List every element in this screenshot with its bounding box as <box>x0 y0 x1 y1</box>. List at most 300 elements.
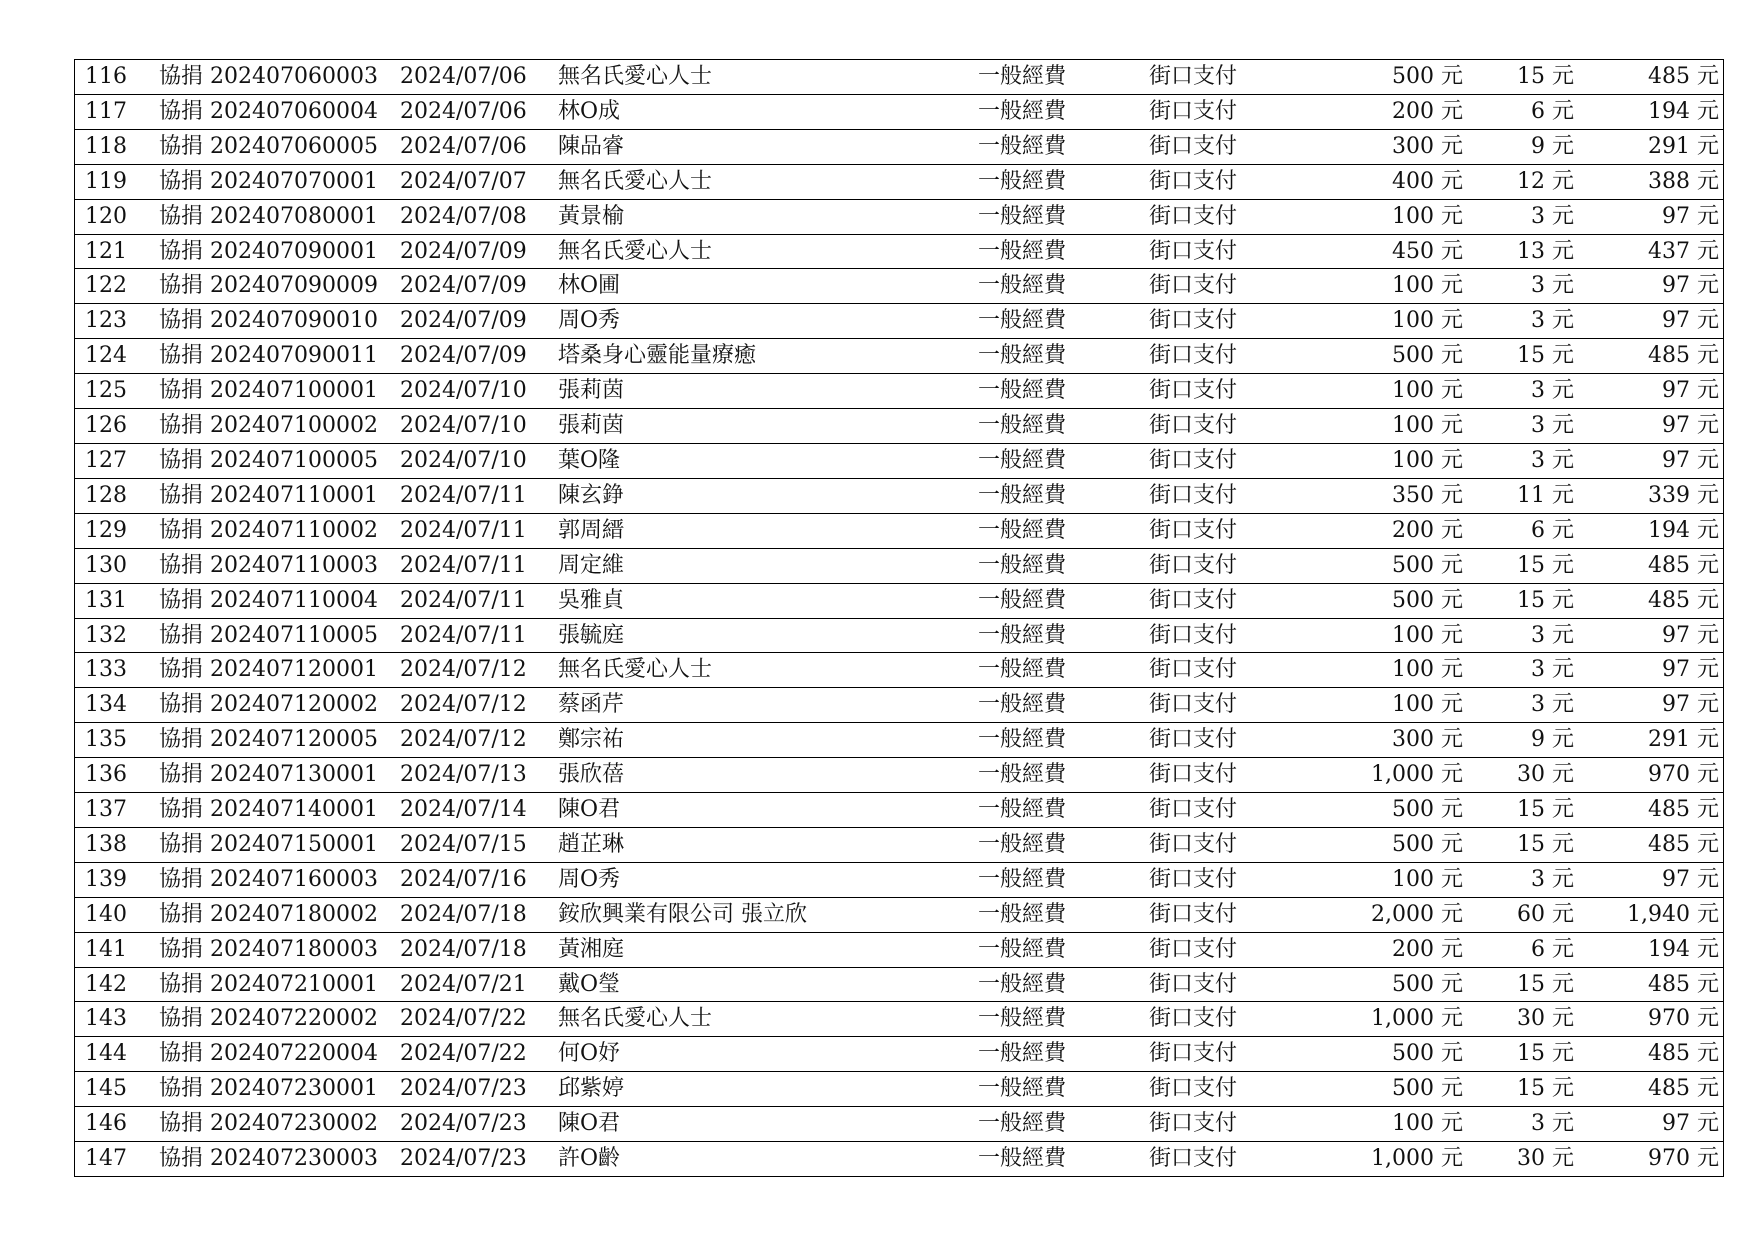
donor-name: 無名氏愛心人士 <box>558 60 978 95</box>
net-amount: 485 元 <box>1581 583 1724 618</box>
handling-fee: 15 元 <box>1470 60 1581 95</box>
donor-name: 陳O君 <box>558 1107 978 1142</box>
donation-date: 2024/07/15 <box>400 827 558 862</box>
receipt-number: 協捐 202407110002 <box>159 513 400 548</box>
donor-name: 陳玄錚 <box>558 478 978 513</box>
donation-date: 2024/07/11 <box>400 583 558 618</box>
donation-date: 2024/07/06 <box>400 129 558 164</box>
donation-amount: 100 元 <box>1329 374 1470 409</box>
fund-category: 一般經費 <box>978 688 1149 723</box>
row-number: 141 <box>75 932 160 967</box>
row-number: 118 <box>75 129 160 164</box>
handling-fee: 9 元 <box>1470 723 1581 758</box>
fund-category: 一般經費 <box>978 304 1149 339</box>
payment-method: 街口支付 <box>1149 513 1329 548</box>
payment-method: 街口支付 <box>1149 1037 1329 1072</box>
row-number: 127 <box>75 443 160 478</box>
donation-date: 2024/07/09 <box>400 234 558 269</box>
payment-method: 街口支付 <box>1149 932 1329 967</box>
payment-method: 街口支付 <box>1149 234 1329 269</box>
donor-name: 趙芷琳 <box>558 827 978 862</box>
table-row <box>75 618 1724 653</box>
receipt-number: 協捐 202407220002 <box>159 1002 400 1037</box>
handling-fee: 3 元 <box>1470 409 1581 444</box>
handling-fee: 3 元 <box>1470 862 1581 897</box>
donation-amount: 1,000 元 <box>1329 758 1470 793</box>
donation-date: 2024/07/09 <box>400 269 558 304</box>
donor-name: 何O妤 <box>558 1037 978 1072</box>
fund-category: 一般經費 <box>978 583 1149 618</box>
net-amount: 194 元 <box>1581 932 1724 967</box>
handling-fee: 6 元 <box>1470 94 1581 129</box>
donation-amount: 500 元 <box>1329 583 1470 618</box>
receipt-number: 協捐 202407080001 <box>159 199 400 234</box>
handling-fee: 30 元 <box>1470 758 1581 793</box>
donation-date: 2024/07/23 <box>400 1107 558 1142</box>
donation-date: 2024/07/22 <box>400 1002 558 1037</box>
row-number: 131 <box>75 583 160 618</box>
net-amount: 485 元 <box>1581 1072 1724 1107</box>
receipt-number: 協捐 202407180003 <box>159 932 400 967</box>
donation-date: 2024/07/10 <box>400 374 558 409</box>
row-number: 137 <box>75 793 160 828</box>
handling-fee: 15 元 <box>1470 548 1581 583</box>
table-row <box>75 1037 1724 1072</box>
net-amount: 970 元 <box>1648 1146 1719 1172</box>
donation-date: 2024/07/23 <box>400 1146 527 1172</box>
handling-fee: 15 元 <box>1470 793 1581 828</box>
table-row <box>75 1142 1724 1177</box>
donor-name: 吳雅貞 <box>558 583 978 618</box>
fund-category: 一般經費 <box>978 862 1149 897</box>
fund-category: 一般經費 <box>978 967 1149 1002</box>
donation-date: 2024/07/18 <box>400 932 558 967</box>
row-number: 133 <box>75 653 160 688</box>
handling-fee: 3 元 <box>1470 269 1581 304</box>
receipt-number: 協捐 202407070001 <box>159 164 400 199</box>
net-amount: 1,940 元 <box>1581 897 1724 932</box>
fund-category: 一般經費 <box>978 1002 1149 1037</box>
fund-category: 一般經費 <box>978 793 1149 828</box>
donation-amount: 1,000 元 <box>1329 1002 1470 1037</box>
fund-category: 一般經費 <box>978 199 1149 234</box>
donation-date: 2024/07/23 <box>400 1072 558 1107</box>
handling-fee: 3 元 <box>1470 443 1581 478</box>
net-amount: 485 元 <box>1581 1037 1724 1072</box>
receipt-number: 協捐 202407100005 <box>159 443 400 478</box>
handling-fee: 3 元 <box>1470 653 1581 688</box>
receipt-number: 協捐 202407180002 <box>159 897 400 932</box>
receipt-number: 協捐 202407160003 <box>159 862 400 897</box>
net-amount: 485 元 <box>1581 827 1724 862</box>
donation-amount: 500 元 <box>1329 793 1470 828</box>
net-amount: 97 元 <box>1581 688 1724 723</box>
fund-category: 一般經費 <box>978 897 1149 932</box>
donor-name: 林O成 <box>558 94 978 129</box>
donation-date: 2024/07/11 <box>400 513 558 548</box>
donation-amount: 500 元 <box>1329 60 1470 95</box>
payment-method: 街口支付 <box>1149 723 1329 758</box>
donation-amount: 500 元 <box>1329 1037 1470 1072</box>
handling-fee: 9 元 <box>1470 129 1581 164</box>
payment-method: 街口支付 <box>1149 583 1329 618</box>
donation-amount: 100 元 <box>1329 269 1470 304</box>
donation-date: 2024/07/10 <box>400 409 558 444</box>
row-number: 147 <box>85 1146 127 1172</box>
payment-method: 街口支付 <box>1149 478 1329 513</box>
net-amount: 97 元 <box>1581 862 1724 897</box>
donor-name: 陳O君 <box>558 793 978 828</box>
net-amount: 97 元 <box>1581 269 1724 304</box>
fund-category: 一般經費 <box>978 60 1149 95</box>
table-row <box>75 374 1724 409</box>
receipt-number: 協捐 202407150001 <box>159 827 400 862</box>
receipt-number: 協捐 202407060003 <box>159 60 400 95</box>
row-number: 128 <box>75 478 160 513</box>
donation-amount: 100 元 <box>1329 199 1470 234</box>
payment-method: 街口支付 <box>1149 618 1329 653</box>
donation-date: 2024/07/18 <box>400 897 558 932</box>
fund-category: 一般經費 <box>978 478 1149 513</box>
payment-method: 街口支付 <box>1149 758 1329 793</box>
donation-amount: 100 元 <box>1329 304 1470 339</box>
handling-fee: 12 元 <box>1470 164 1581 199</box>
net-amount: 291 元 <box>1581 723 1724 758</box>
donation-amount: 100 元 <box>1329 653 1470 688</box>
fund-category: 一般經費 <box>978 269 1149 304</box>
receipt-number: 協捐 202407110003 <box>159 548 400 583</box>
handling-fee: 11 元 <box>1470 478 1581 513</box>
receipt-number: 協捐 202407110005 <box>159 618 400 653</box>
donor-name: 張莉茵 <box>558 409 978 444</box>
table-row <box>75 548 1724 583</box>
donor-name: 戴O瑩 <box>558 967 978 1002</box>
payment-method: 街口支付 <box>1149 862 1329 897</box>
fund-category: 一般經費 <box>978 339 1149 374</box>
table-row <box>75 269 1724 304</box>
donation-amount: 100 元 <box>1329 862 1470 897</box>
row-number: 135 <box>75 723 160 758</box>
fund-category: 一般經費 <box>978 932 1149 967</box>
donor-name: 郭周縉 <box>558 513 978 548</box>
row-number: 121 <box>75 234 160 269</box>
donation-amount: 1,000 元 <box>1371 1146 1463 1172</box>
table-row <box>75 793 1724 828</box>
net-amount: 194 元 <box>1581 513 1724 548</box>
donation-date: 2024/07/13 <box>400 758 558 793</box>
net-amount: 437 元 <box>1581 234 1724 269</box>
donor-name: 黃景榆 <box>558 199 978 234</box>
net-amount: 97 元 <box>1581 304 1724 339</box>
net-amount: 970 元 <box>1581 758 1724 793</box>
table-row <box>75 1107 1724 1142</box>
row-number: 139 <box>75 862 160 897</box>
donation-date: 2024/07/09 <box>400 339 558 374</box>
fund-category: 一般經費 <box>978 374 1149 409</box>
payment-method: 街口支付 <box>1149 688 1329 723</box>
fund-category: 一般經費 <box>978 443 1149 478</box>
payment-method: 街口支付 <box>1149 1146 1238 1172</box>
receipt-number: 協捐 202407230003 <box>159 1146 378 1172</box>
payment-method: 街口支付 <box>1149 653 1329 688</box>
row-number: 145 <box>75 1072 160 1107</box>
payment-method: 街口支付 <box>1149 304 1329 339</box>
net-amount: 485 元 <box>1581 60 1724 95</box>
donor-name: 鄭宗祐 <box>558 723 978 758</box>
donation-date: 2024/07/21 <box>400 967 558 1002</box>
row-number: 146 <box>75 1107 160 1142</box>
donation-date: 2024/07/11 <box>400 548 558 583</box>
payment-method: 街口支付 <box>1149 94 1329 129</box>
receipt-number: 協捐 202407090009 <box>159 269 400 304</box>
table-row <box>75 409 1724 444</box>
payment-method: 街口支付 <box>1149 269 1329 304</box>
handling-fee: 3 元 <box>1470 199 1581 234</box>
fund-category: 一般經費 <box>978 1072 1149 1107</box>
donor-name: 邱紫婷 <box>558 1072 978 1107</box>
payment-method: 街口支付 <box>1149 339 1329 374</box>
donation-date: 2024/07/16 <box>400 862 558 897</box>
donor-name: 周定維 <box>558 548 978 583</box>
row-number: 120 <box>75 199 160 234</box>
fund-category: 一般經費 <box>978 409 1149 444</box>
row-number: 142 <box>75 967 160 1002</box>
receipt-number: 協捐 202407100002 <box>159 409 400 444</box>
payment-method: 街口支付 <box>1149 164 1329 199</box>
receipt-number: 協捐 202407230002 <box>159 1107 400 1142</box>
row-number: 124 <box>75 339 160 374</box>
donor-name: 葉O隆 <box>558 443 978 478</box>
fund-category: 一般經費 <box>978 758 1149 793</box>
fund-category: 一般經費 <box>978 234 1149 269</box>
donation-amount: 300 元 <box>1329 129 1470 164</box>
receipt-number: 協捐 202407060004 <box>159 94 400 129</box>
net-amount: 97 元 <box>1581 443 1724 478</box>
table-row <box>75 234 1724 269</box>
row-number: 117 <box>75 94 160 129</box>
table-row <box>75 164 1724 199</box>
handling-fee: 60 元 <box>1470 897 1581 932</box>
donation-amount: 500 元 <box>1329 1072 1470 1107</box>
fund-category: 一般經費 <box>978 1037 1149 1072</box>
row-number: 138 <box>75 827 160 862</box>
donor-name: 銨欣興業有限公司 張立欣 <box>558 897 978 932</box>
fund-category: 一般經費 <box>978 1107 1149 1142</box>
row-number: 130 <box>75 548 160 583</box>
donor-name: 蔡函芹 <box>558 688 978 723</box>
table-row <box>75 1072 1724 1107</box>
donation-amount: 100 元 <box>1329 443 1470 478</box>
donation-amount: 2,000 元 <box>1329 897 1470 932</box>
net-amount: 97 元 <box>1581 653 1724 688</box>
receipt-number: 協捐 202407100001 <box>159 374 400 409</box>
receipt-number: 協捐 202407120005 <box>159 723 400 758</box>
fund-category: 一般經費 <box>978 548 1149 583</box>
payment-method: 街口支付 <box>1149 1072 1329 1107</box>
receipt-number: 協捐 202407130001 <box>159 758 400 793</box>
donation-ledger-table <box>74 59 1724 1177</box>
table-row <box>75 199 1724 234</box>
handling-fee: 15 元 <box>1470 1072 1581 1107</box>
receipt-number: 協捐 202407110004 <box>159 583 400 618</box>
table-row <box>75 862 1724 897</box>
handling-fee: 15 元 <box>1470 827 1581 862</box>
row-number: 126 <box>75 409 160 444</box>
handling-fee: 30 元 <box>1470 1002 1581 1037</box>
donation-date: 2024/07/22 <box>400 1037 558 1072</box>
receipt-number: 協捐 202407110001 <box>159 478 400 513</box>
table-row <box>75 339 1724 374</box>
table-row <box>75 653 1724 688</box>
table-row <box>75 1002 1724 1037</box>
net-amount: 97 元 <box>1581 409 1724 444</box>
donation-amount: 500 元 <box>1329 548 1470 583</box>
table-row <box>75 932 1724 967</box>
table-row <box>75 94 1724 129</box>
row-number: 125 <box>75 374 160 409</box>
donation-amount: 200 元 <box>1329 94 1470 129</box>
donation-date: 2024/07/07 <box>400 164 558 199</box>
net-amount: 485 元 <box>1581 967 1724 1002</box>
donation-amount: 200 元 <box>1329 932 1470 967</box>
donation-amount: 400 元 <box>1329 164 1470 199</box>
fund-category: 一般經費 <box>978 827 1149 862</box>
payment-method: 街口支付 <box>1149 443 1329 478</box>
donation-date: 2024/07/14 <box>400 793 558 828</box>
donation-amount: 350 元 <box>1329 478 1470 513</box>
payment-method: 街口支付 <box>1149 967 1329 1002</box>
net-amount: 97 元 <box>1581 199 1724 234</box>
handling-fee: 15 元 <box>1470 583 1581 618</box>
row-number: 119 <box>75 164 160 199</box>
donation-date: 2024/07/06 <box>400 60 558 95</box>
row-number: 140 <box>75 897 160 932</box>
fund-category: 一般經費 <box>978 653 1149 688</box>
ledger-body <box>75 60 1724 1177</box>
payment-method: 街口支付 <box>1149 827 1329 862</box>
handling-fee: 6 元 <box>1470 513 1581 548</box>
donation-amount: 500 元 <box>1329 339 1470 374</box>
handling-fee: 3 元 <box>1470 374 1581 409</box>
fund-category: 一般經費 <box>978 94 1149 129</box>
donor-name: 無名氏愛心人士 <box>558 1002 978 1037</box>
handling-fee: 30 元 <box>1517 1146 1574 1172</box>
fund-category: 一般經費 <box>978 618 1149 653</box>
table-row <box>75 443 1724 478</box>
row-number: 123 <box>75 304 160 339</box>
net-amount: 970 元 <box>1581 1002 1724 1037</box>
donation-date: 2024/07/06 <box>400 94 558 129</box>
handling-fee: 3 元 <box>1470 688 1581 723</box>
payment-method: 街口支付 <box>1149 1107 1329 1142</box>
handling-fee: 3 元 <box>1470 618 1581 653</box>
table-row <box>75 967 1724 1002</box>
table-row <box>75 827 1724 862</box>
fund-category: 一般經費 <box>978 164 1149 199</box>
table-row <box>75 723 1724 758</box>
donor-name: 無名氏愛心人士 <box>558 653 978 688</box>
handling-fee: 15 元 <box>1470 339 1581 374</box>
donation-date: 2024/07/12 <box>400 723 558 758</box>
donation-date: 2024/07/10 <box>400 443 558 478</box>
payment-method: 街口支付 <box>1149 793 1329 828</box>
receipt-number: 協捐 202407220004 <box>159 1037 400 1072</box>
net-amount: 485 元 <box>1581 793 1724 828</box>
payment-method: 街口支付 <box>1149 60 1329 95</box>
net-amount: 291 元 <box>1581 129 1724 164</box>
donation-amount: 500 元 <box>1329 827 1470 862</box>
net-amount: 485 元 <box>1581 548 1724 583</box>
net-amount: 194 元 <box>1581 94 1724 129</box>
handling-fee: 15 元 <box>1470 967 1581 1002</box>
net-amount: 485 元 <box>1581 339 1724 374</box>
payment-method: 街口支付 <box>1149 199 1329 234</box>
donor-name: 陳品睿 <box>558 129 978 164</box>
payment-method: 街口支付 <box>1149 897 1329 932</box>
donation-amount: 100 元 <box>1329 618 1470 653</box>
receipt-number: 協捐 202407230001 <box>159 1072 400 1107</box>
row-number: 122 <box>75 269 160 304</box>
donation-date: 2024/07/08 <box>400 199 558 234</box>
receipt-number: 協捐 202407090001 <box>159 234 400 269</box>
handling-fee: 15 元 <box>1470 1037 1581 1072</box>
payment-method: 街口支付 <box>1149 374 1329 409</box>
net-amount: 339 元 <box>1581 478 1724 513</box>
donor-name: 張欣蓓 <box>558 758 978 793</box>
donor-name: 塔桑身心靈能量療癒 <box>558 339 978 374</box>
donation-date: 2024/07/09 <box>400 304 558 339</box>
receipt-number: 協捐 202407060005 <box>159 129 400 164</box>
table-row <box>75 897 1724 932</box>
donation-amount: 450 元 <box>1329 234 1470 269</box>
donor-name: 張莉茵 <box>558 374 978 409</box>
receipt-number: 協捐 202407140001 <box>159 793 400 828</box>
table-row <box>75 583 1724 618</box>
receipt-number: 協捐 202407120001 <box>159 653 400 688</box>
payment-method: 街口支付 <box>1149 409 1329 444</box>
donor-name: 黃湘庭 <box>558 932 978 967</box>
donor-name: 無名氏愛心人士 <box>558 234 978 269</box>
table-row <box>75 688 1724 723</box>
table-row <box>75 758 1724 793</box>
donation-date: 2024/07/12 <box>400 688 558 723</box>
donor-name: 林O圃 <box>558 269 978 304</box>
donation-date: 2024/07/11 <box>400 478 558 513</box>
fund-category: 一般經費 <box>978 513 1149 548</box>
fund-category: 一般經費 <box>978 723 1149 758</box>
payment-method: 街口支付 <box>1149 1002 1329 1037</box>
net-amount: 97 元 <box>1581 618 1724 653</box>
donor-name: 許O齡 <box>558 1146 621 1172</box>
donation-amount: 200 元 <box>1329 513 1470 548</box>
handling-fee: 6 元 <box>1470 932 1581 967</box>
net-amount: 97 元 <box>1581 374 1724 409</box>
row-number: 132 <box>75 618 160 653</box>
handling-fee: 3 元 <box>1470 304 1581 339</box>
fund-category: 一般經費 <box>978 1146 1067 1172</box>
row-number: 144 <box>75 1037 160 1072</box>
row-number: 143 <box>75 1002 160 1037</box>
donation-amount: 500 元 <box>1329 967 1470 1002</box>
donor-name: 無名氏愛心人士 <box>558 164 978 199</box>
handling-fee: 3 元 <box>1470 1107 1581 1142</box>
table-row <box>75 513 1724 548</box>
table-row <box>75 304 1724 339</box>
receipt-number: 協捐 202407120002 <box>159 688 400 723</box>
receipt-number: 協捐 202407090011 <box>159 339 400 374</box>
net-amount: 388 元 <box>1581 164 1724 199</box>
row-number: 129 <box>75 513 160 548</box>
